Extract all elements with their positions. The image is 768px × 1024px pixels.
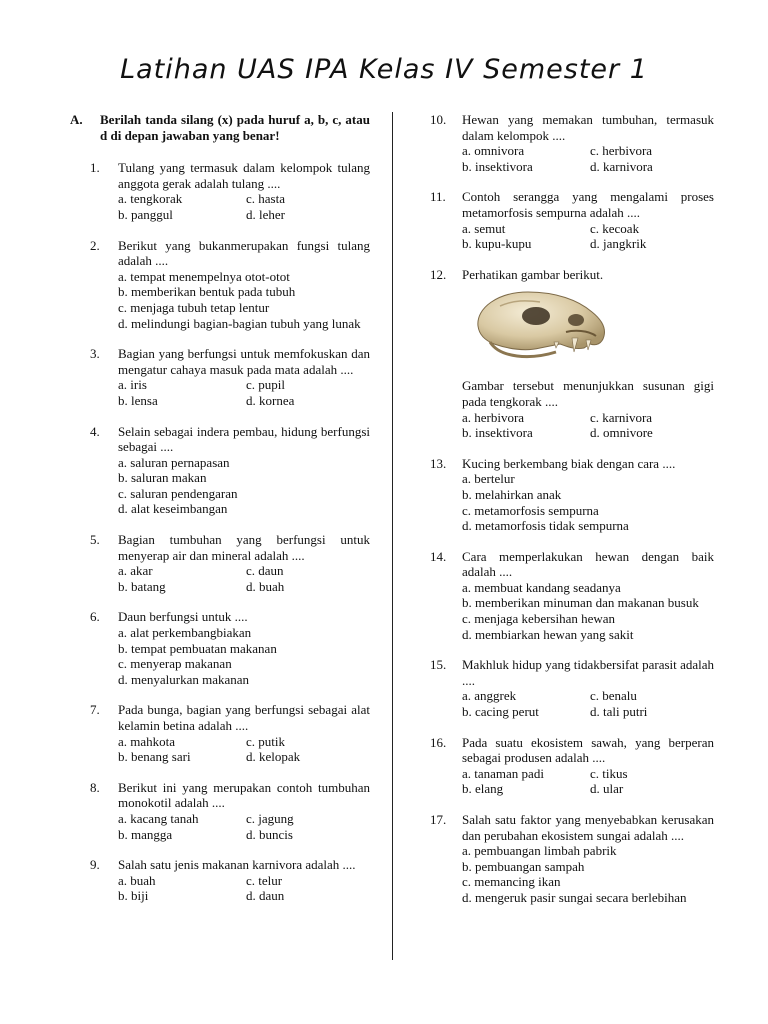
option-d[interactable]: d. omnivore — [590, 425, 653, 441]
option-d[interactable]: d. jangkrik — [590, 236, 647, 252]
question-stem: Contoh serangga yang mengalami proses metamorfosis sempurna adalah .... — [462, 189, 714, 220]
question-number: 13. — [430, 455, 447, 471]
question-number: 15. — [430, 657, 447, 673]
option-b[interactable]: b. kupu-kupu — [462, 236, 532, 252]
question-number: 1. — [90, 160, 100, 176]
question-stem: Pada bunga, bagian yang berfungsi sebagai alat kelamin betina adalah .... — [118, 702, 370, 733]
option-c[interactable]: c. memancing ikan — [462, 874, 561, 890]
option-d[interactable]: d. tali putri — [590, 704, 648, 720]
question-number: 8. — [90, 779, 100, 795]
option-d[interactable]: d. leher — [246, 206, 285, 222]
option-c[interactable]: c. karnivora — [590, 409, 653, 425]
question-stem: Perhatikan gambar berikut. — [462, 266, 604, 282]
option-b[interactable]: b. elang — [462, 781, 504, 797]
option-a[interactable]: a. iris — [118, 377, 147, 393]
option-d[interactable]: d. mengeruk pasir sungai secara berlebihan — [462, 889, 687, 905]
option-d[interactable]: d. melindungi bagian-bagian tubuh yang lunak — [118, 315, 361, 331]
option-b[interactable]: b. memberikan minuman dan makanan busuk — [462, 595, 699, 611]
option-d[interactable]: d. membiarkan hewan yang sakit — [462, 626, 634, 642]
option-d[interactable]: d. karnivora — [590, 158, 653, 174]
option-d[interactable]: d. alat keseimbangan — [118, 501, 228, 517]
option-c[interactable]: c. hasta — [246, 191, 285, 207]
question-stem: Bagian yang berfungsi untuk memfokuskan dan mengatur cahaya masuk pada mata adalah .... — [118, 346, 370, 377]
question-number: 2. — [90, 237, 100, 253]
option-c[interactable]: c. herbivora — [590, 143, 653, 159]
question-7 — [70, 702, 370, 764]
option-d[interactable]: d. ular — [590, 781, 624, 797]
option-c[interactable]: c. saluran pendengaran — [118, 485, 238, 501]
option-a[interactable]: a. buah — [118, 872, 156, 888]
option-b[interactable]: b. saluran makan — [118, 470, 207, 486]
option-d[interactable]: d. menyalurkan makanan — [118, 671, 250, 687]
question-11 — [430, 189, 714, 251]
question-number: 10. — [430, 112, 447, 127]
option-a[interactable]: a. alat perkembangbiakan — [118, 625, 252, 641]
option-d[interactable]: d. buah — [246, 578, 285, 594]
page-title: Latihan UAS IPA Kelas IV Semester 1 — [120, 54, 648, 85]
option-a[interactable]: a. anggrek — [462, 688, 517, 704]
option-b[interactable]: b. tempat pembuatan makanan — [118, 640, 277, 656]
question-stem: Cara memperlakukan hewan dengan baik adalah .... — [462, 548, 714, 580]
option-a[interactable]: a. tengkorak — [118, 191, 183, 207]
option-a[interactable]: a. omnivora — [462, 143, 525, 159]
question-14 — [430, 549, 714, 643]
question-stem: Salah satu faktor yang menyebabkan kerusakan dan perubahan ekosistem sungai adalah .... — [462, 812, 714, 843]
section-instruction — [70, 112, 370, 143]
option-c[interactable]: c. jagung — [246, 810, 294, 826]
question-2 — [70, 238, 370, 332]
question-number: 5. — [90, 532, 100, 548]
question-number: 7. — [90, 702, 100, 718]
option-b[interactable]: b. batang — [118, 578, 166, 594]
question-12 — [430, 267, 714, 441]
option-d[interactable]: d. kelopak — [246, 749, 301, 765]
question-3 — [70, 346, 370, 408]
option-c[interactable]: c. menyerap makanan — [118, 656, 232, 672]
question-5 — [70, 532, 370, 594]
question-stem: Tulang yang termasuk dalam kelompok tulang anggota gerak adalah tulang .... — [118, 160, 370, 191]
question-stem: Hewan yang memakan tumbuhan, termasuk dalam kelompok .... — [462, 112, 714, 143]
question-number: 16. — [430, 734, 447, 750]
option-d[interactable]: d. daun — [246, 888, 285, 904]
animal-skull-image — [470, 286, 610, 370]
option-c[interactable]: c. metamorfosis sempurna — [462, 502, 599, 518]
option-b[interactable]: b. lensa — [118, 392, 158, 408]
question-number: 3. — [90, 346, 100, 362]
option-c[interactable]: c. putik — [246, 733, 285, 749]
option-a[interactable]: a. kacang tanah — [118, 810, 199, 826]
question-stem: Berikut yang bukanmerupakan fungsi tulang adalah .... — [118, 237, 370, 269]
option-a[interactable]: a. herbivora — [462, 409, 525, 425]
question-stem: Makhluk hidup yang tidakbersifat parasit adalah .... — [462, 657, 714, 688]
option-a[interactable]: a. bertelur — [462, 471, 515, 487]
question-number: 11. — [430, 189, 446, 205]
question-4 — [70, 424, 370, 518]
question-stem: Berikut ini yang merupakan contoh tumbuhan monokotil adalah .... — [118, 779, 370, 811]
option-a[interactable]: a. akar — [118, 563, 153, 579]
option-d[interactable]: d. kornea — [246, 392, 295, 408]
question-number: 4. — [90, 423, 100, 439]
option-a[interactable]: a. tanaman padi — [462, 765, 544, 781]
left-column — [70, 112, 370, 919]
question-stem: Pada suatu ekosistem sawah, yang berperan sebagai produsen adalah .... — [462, 734, 714, 766]
question-17 — [430, 812, 714, 906]
question-number: 17. — [430, 812, 447, 827]
question-16 — [430, 735, 714, 797]
option-b[interactable]: b. benang sari — [118, 749, 191, 765]
question-stem: Salah satu jenis makanan karnivora adalah .... — [118, 857, 356, 873]
option-a[interactable]: a. semut — [462, 220, 506, 236]
option-a[interactable]: a. tempat menempelnya otot-otot — [118, 268, 290, 284]
option-a[interactable]: a. pembuangan limbah pabrik — [462, 843, 617, 859]
question-number: 6. — [90, 609, 100, 625]
option-c[interactable]: c. telur — [246, 872, 283, 888]
option-b[interactable]: b. memberikan bentuk pada tubuh — [118, 284, 296, 300]
option-b[interactable]: b. insektivora — [462, 425, 533, 441]
question-6 — [70, 609, 370, 687]
option-c[interactable]: c. menjaga tubuh tetap lentur — [118, 299, 270, 315]
option-c[interactable]: c. menjaga kebersihan hewan — [462, 611, 616, 627]
right-column — [430, 112, 714, 921]
option-a[interactable]: a. mahkota — [118, 733, 176, 749]
instruction-text: Berilah tanda silang (x) pada huruf a, b, c, atau d di depan jawaban yang benar! — [100, 112, 370, 143]
question-stem: Selain sebagai indera pembau, hidung berfungsi sebagai .... — [118, 423, 370, 455]
option-b[interactable]: b. biji — [118, 888, 149, 904]
option-b[interactable]: b. pembuangan sampah — [462, 858, 585, 874]
question-1 — [70, 160, 370, 222]
option-c[interactable]: c. daun — [246, 563, 284, 579]
option-d[interactable]: d. metamorfosis tidak sempurna — [462, 518, 629, 534]
question-stem: Kucing berkembang biak dengan cara .... — [462, 455, 676, 471]
option-d[interactable]: d. buncis — [246, 826, 293, 842]
section-label: A. — [70, 112, 83, 127]
question-13 — [430, 456, 714, 534]
option-a[interactable]: a. saluran pernapasan — [118, 454, 230, 470]
question-number: 12. — [430, 266, 447, 282]
option-c[interactable]: c. pupil — [246, 377, 285, 393]
option-b[interactable]: b. mangga — [118, 826, 173, 842]
question-15 — [430, 657, 714, 719]
option-b[interactable]: b. cacing perut — [462, 704, 539, 720]
option-b[interactable]: b. insektivora — [462, 158, 533, 174]
option-c[interactable]: c. kecoak — [590, 220, 640, 236]
question-8 — [70, 780, 370, 842]
option-a[interactable]: a. membuat kandang seadanya — [462, 579, 621, 595]
question-9 — [70, 857, 370, 904]
question-stem-continued: Gambar tersebut menunjukkan susunan gigi pada tengkorak .... — [462, 378, 714, 409]
option-b[interactable]: b. melahirkan anak — [462, 486, 562, 502]
option-c[interactable]: c. benalu — [590, 688, 637, 704]
column-divider — [392, 112, 393, 960]
question-10 — [430, 112, 714, 174]
question-stem: Daun berfungsi untuk .... — [118, 609, 248, 625]
question-number: 9. — [90, 857, 100, 873]
question-stem: Bagian tumbuhan yang berfungsi untuk menyerap air dan mineral adalah .... — [118, 532, 370, 563]
option-c[interactable]: c. tikus — [590, 765, 628, 781]
question-number: 14. — [430, 548, 447, 564]
option-b[interactable]: b. panggul — [118, 206, 173, 222]
